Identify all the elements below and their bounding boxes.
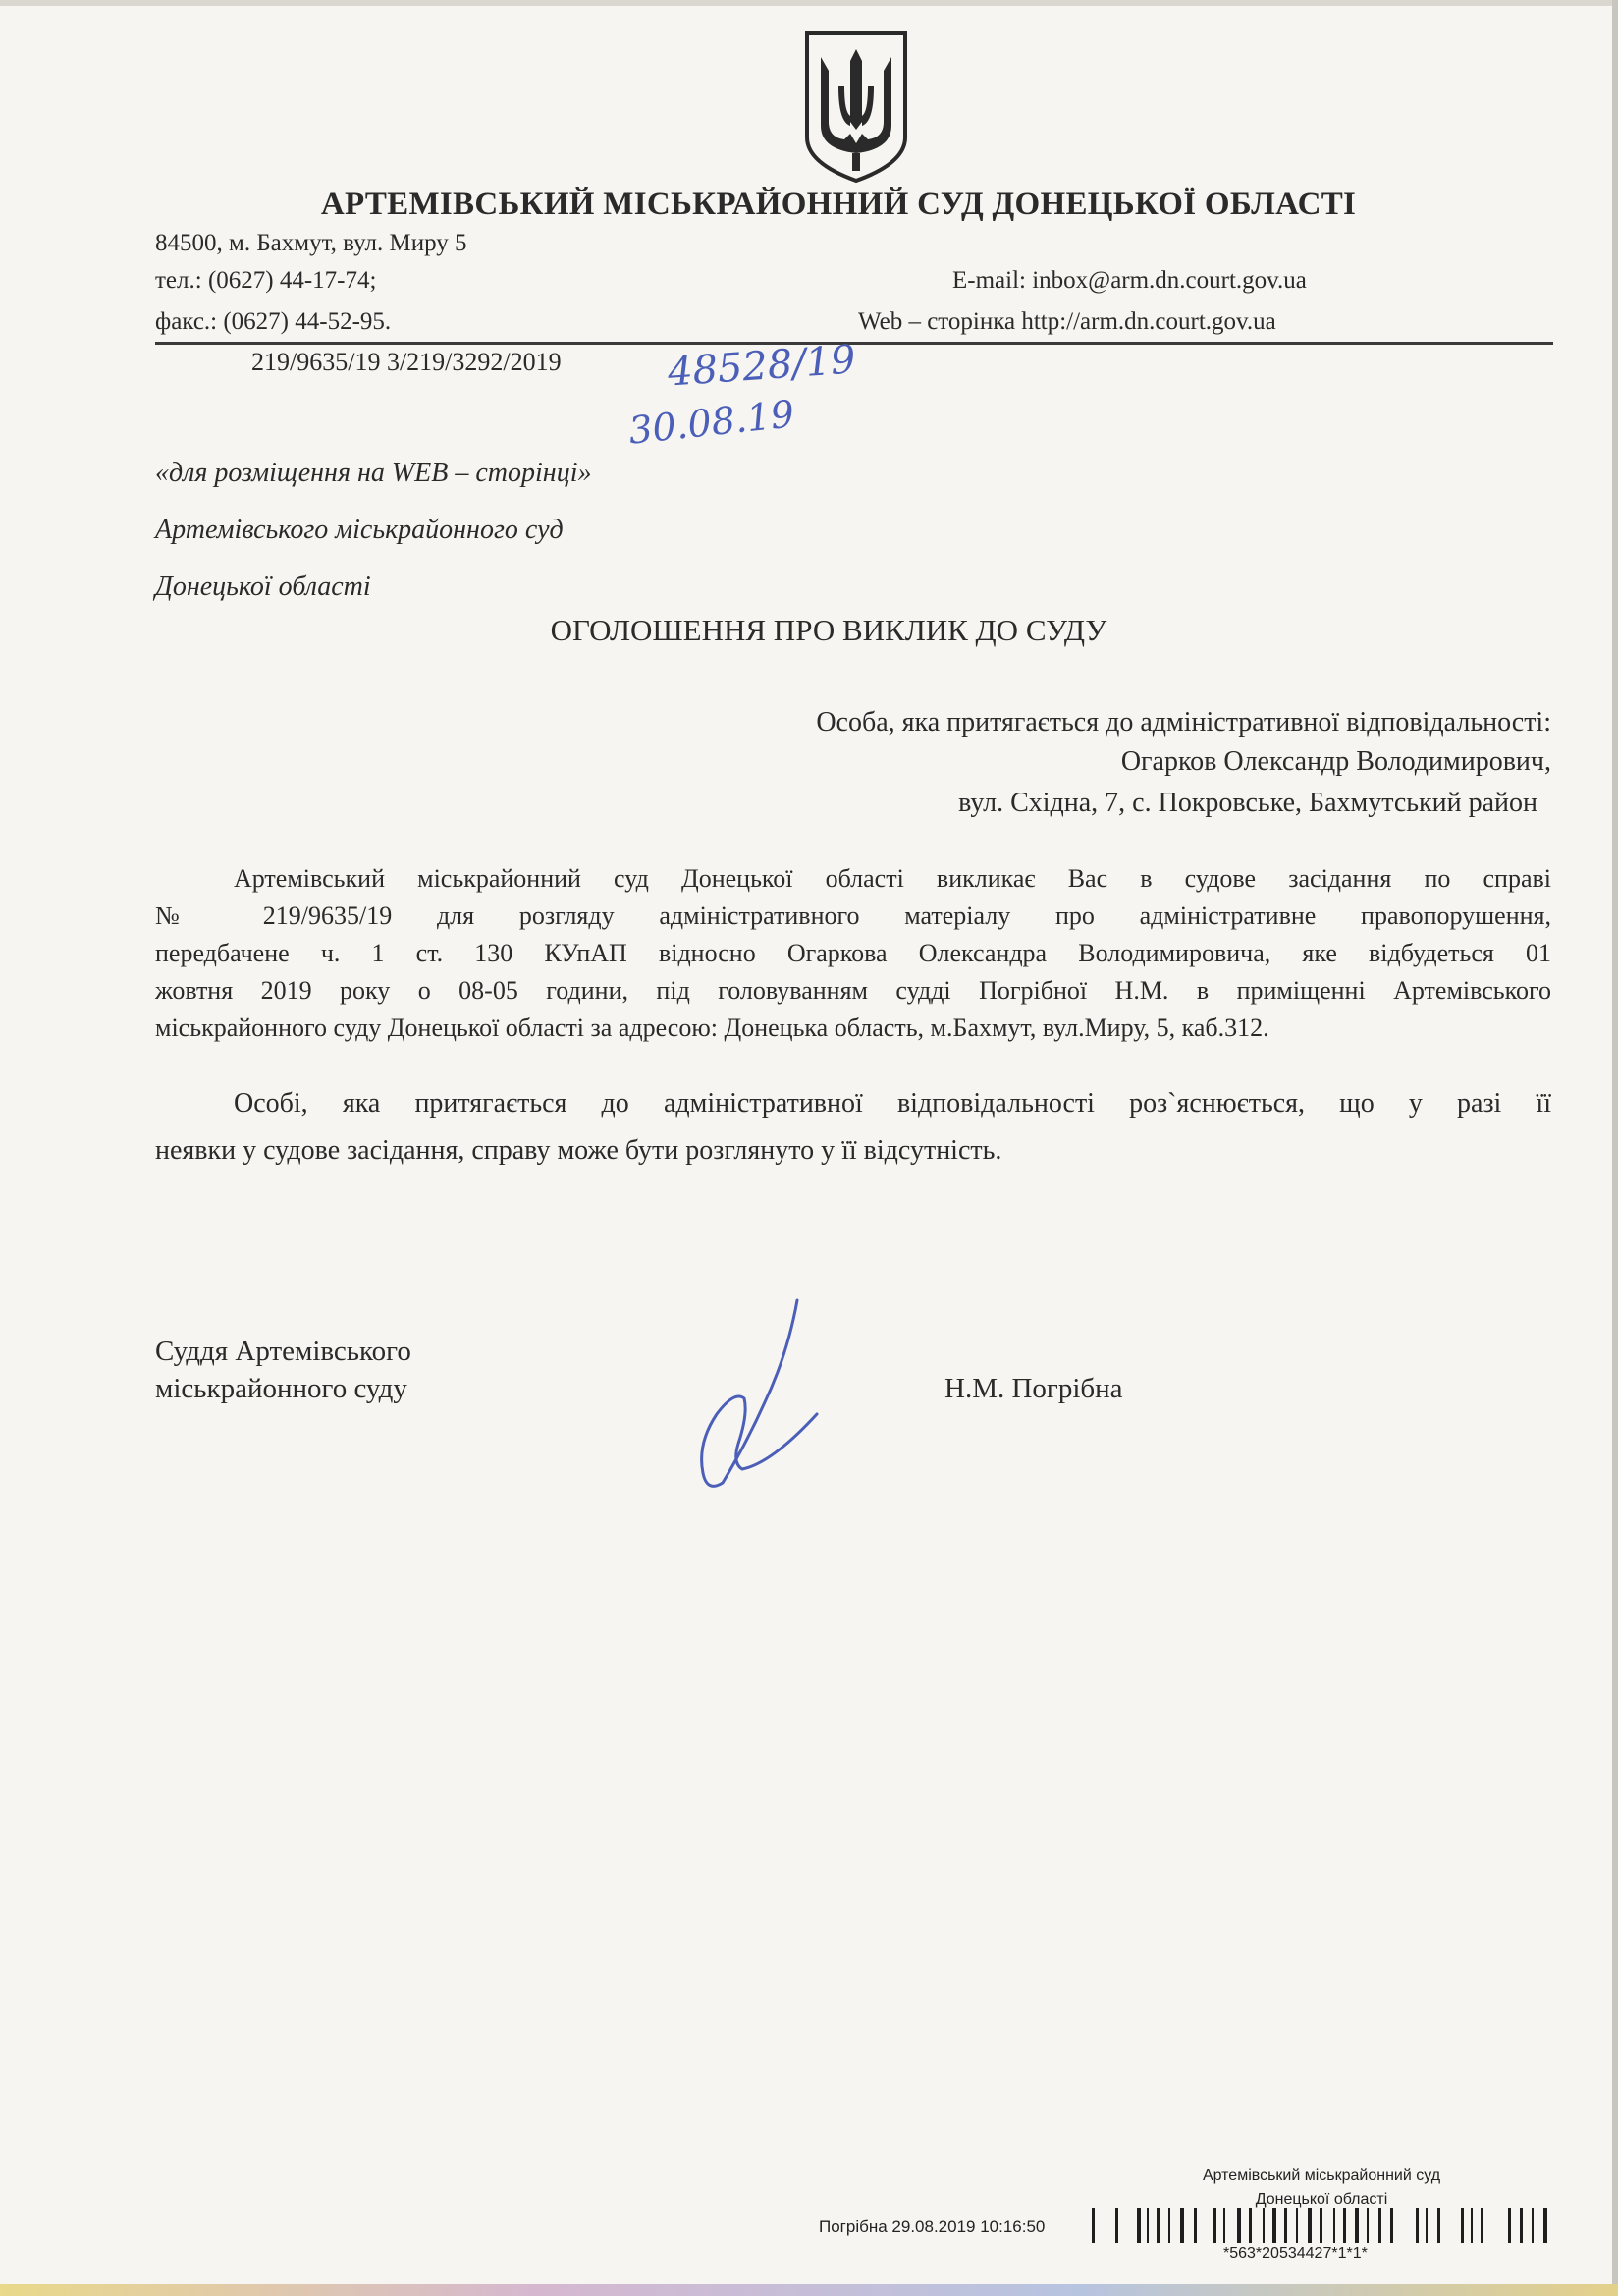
page-edge-right [1612,0,1618,2296]
scan-edge [0,2284,1618,2296]
body-line: жовтня 2019 року о 08-05 години, під головуванням судді Погрібної Н.М. в приміщенні Артемівського [155,976,1551,1005]
notice-line: Особі, яка притягається до адміністративної відповідальності роз`яснюється, що у разі її [234,1088,1551,1119]
court-phone: тел.: (0627) 44-17-74; [155,267,377,294]
signer-title: Суддя Артемівського [155,1336,411,1367]
judge-name: Н.М. Погрібна [944,1373,1123,1404]
court-web: Web – сторінка http://arm.dn.court.gov.ua [858,308,1276,335]
notice-line: неявки у судове засідання, справу може бути розглянуто у її відсутність. [155,1135,1002,1166]
body-line: передбачене ч. 1 ст. 130 КУпАП відносно Огаркова Олександра Володимировича, яке відбудеться 01 [155,939,1551,967]
e-signature-court [1164,2164,1479,2212]
addressee-address: вул. Східна, 7, с. Покровське, Бахмутський район [958,788,1537,818]
e-signature-court-region: Донецької області [1255,2191,1388,2208]
barcode-number: *563*20534427*1*1* [1223,2245,1368,2262]
placement-court: Артемівського міськрайонного суд [155,515,564,545]
signer-title-court: міськрайонного суду [155,1373,407,1404]
handwritten-signature [677,1296,844,1493]
court-name: АРТЕМІВСЬКИЙ МІСЬКРАЙОННИЙ СУД ДОНЕЦЬКОЇ ОБЛАСТІ [320,187,1357,222]
placement-note: «для розміщення на WEB – сторінці» [155,458,592,488]
barcode [1092,2206,1551,2245]
addressee-name: Огарков Олександр Володимирович, [1120,746,1551,777]
e-signature-court-line: Артемівський міськрайонний суд [1202,2167,1441,2184]
document-title: ОГОЛОШЕННЯ ПРО ВИКЛИК ДО СУДУ [550,613,1107,647]
page-edge [0,0,1618,6]
e-signature-signed-by: Погрібна 29.08.2019 10:16:50 [819,2217,1046,2236]
body-line: Артемівський міськрайонний суд Донецької області викликає Вас в судове засідання по справі [234,864,1551,893]
trident-emblem-icon [799,27,913,185]
case-numbers: 219/9635/19 3/219/3292/2019 [251,348,562,376]
handwritten-reg-number: 48528/19 [666,337,857,396]
court-address: 84500, м. Бахмут, вул. Миру 5 [155,230,467,256]
handwritten-reg-date: 30.08.19 [626,392,797,453]
placement-region: Донецької області [155,572,371,602]
body-line: № 219/9635/19 для розгляду адміністративного матеріалу про адміністративне правопорушення, [155,902,1551,930]
addressee-label: Особа, яка притягається до адміністративної відповідальності: [816,707,1551,738]
court-fax: факс.: (0627) 44-52-95. [155,308,392,335]
body-line: міськрайонного суду Донецької області за адресою: Донецька область, м.Бахмут, вул.Миру, 5, каб.312. [155,1013,1269,1042]
court-email: E-mail: inbox@arm.dn.court.gov.ua [952,267,1307,294]
